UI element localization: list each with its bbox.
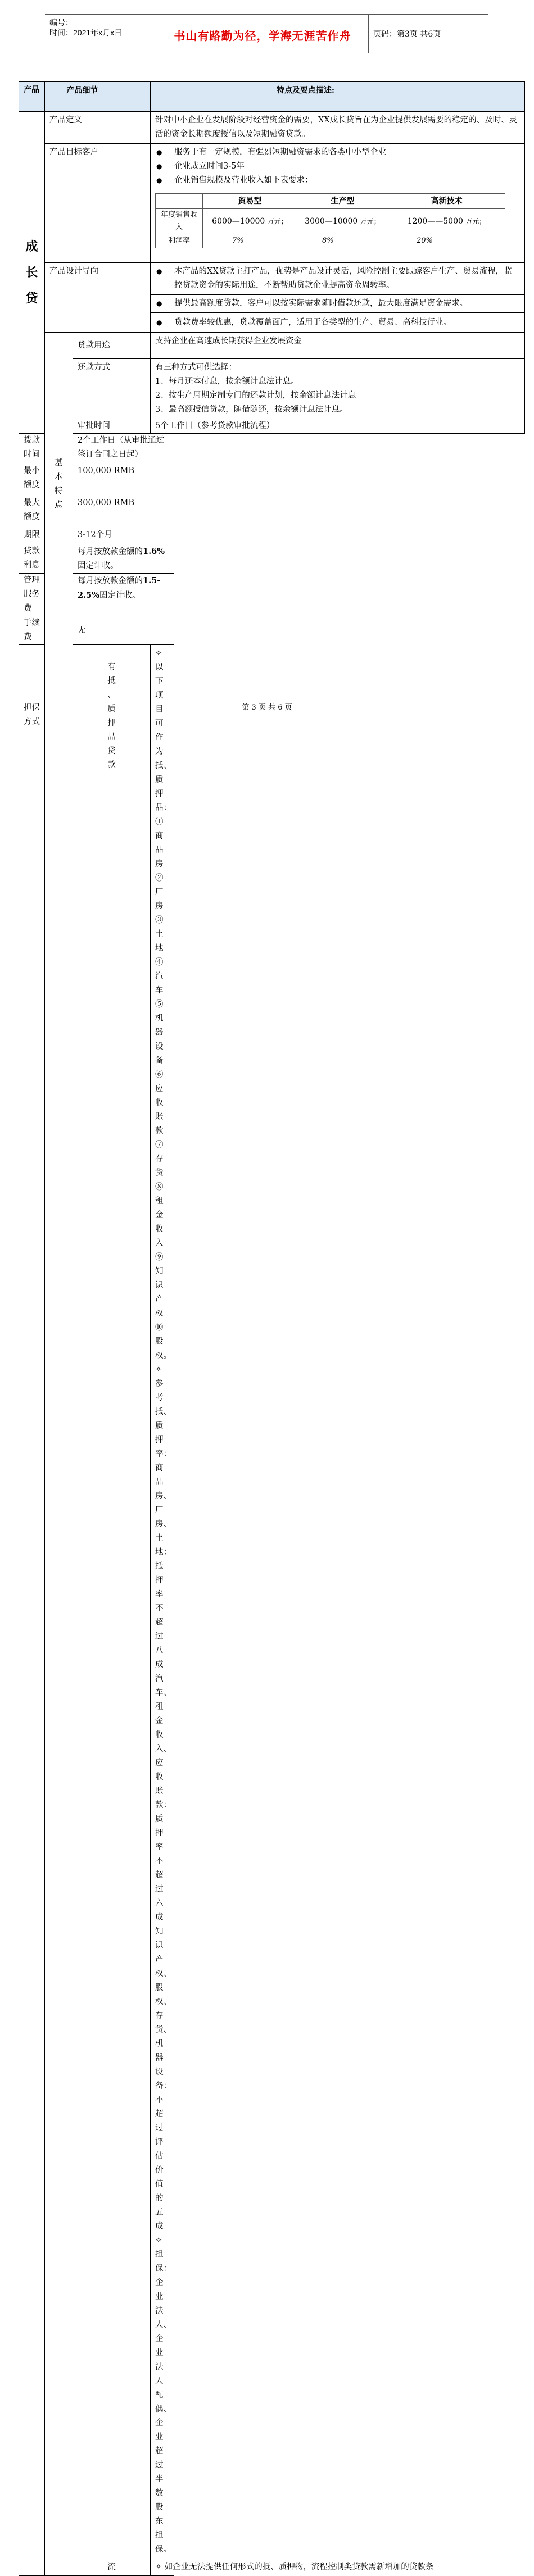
approve-row xyxy=(19,419,525,434)
term-text: 3-12个月 xyxy=(73,526,174,544)
mortgage-char: 贷 xyxy=(107,747,116,756)
product-name-cell xyxy=(19,112,45,434)
target-list xyxy=(155,146,520,188)
disburse-label: 拨款时间 xyxy=(19,434,45,462)
basic-char: 本 xyxy=(55,473,63,481)
mgmt-post: 固定计收。 xyxy=(99,591,141,600)
list-item: ● 企业销售规模及营业收入如下表要求： xyxy=(155,174,520,188)
max-row xyxy=(19,494,525,526)
interest-post: 固定计收。 xyxy=(78,561,119,570)
list-item: ● 企业成立时间3-5年 xyxy=(155,160,520,174)
unit-label: 万元； xyxy=(465,217,486,225)
term-label: 期限 xyxy=(19,526,45,544)
profit-hightech: 20% xyxy=(388,234,505,248)
mortgage-label-cell xyxy=(73,645,151,2559)
page-header xyxy=(45,14,488,53)
mortgage-line: ①商品房②厂房③土地④汽车⑤机器设备⑥应收账款⑦存货⑧租金收入⑨知识产权⑩股权。 xyxy=(155,817,171,1360)
target-cell xyxy=(151,144,525,263)
mortgage-cell xyxy=(151,645,174,2559)
mortgage-char: 抵 xyxy=(107,676,116,685)
mortgage-line: 商品房、厂房、土地：抵押率不超过八成 xyxy=(155,1464,171,1669)
page-label: 页码：第3页 共6页 xyxy=(373,30,441,39)
target-label: 产品目标客户 xyxy=(45,144,151,263)
time-label: 时间：2021年x月x日 xyxy=(49,28,123,37)
disburse-text: 2个工作日（从审批通过签订合同之日起） xyxy=(73,434,174,462)
interest-label: 贷款利息 xyxy=(19,544,45,574)
basic-char: 基 xyxy=(55,458,63,467)
page-footer: 第 3 页 共 6 页 xyxy=(242,703,292,712)
inner-header-row xyxy=(156,194,505,209)
mortgage-char: 品 xyxy=(107,733,116,742)
header-divider xyxy=(368,15,369,53)
mortgage-line: 知识产权、股权、存货、机器设备：不超过评估价值的五成 xyxy=(155,1927,171,2231)
mortgage-char: 、 xyxy=(107,690,116,699)
definition-text: 针对中小企业在发展阶段对经营资金的需要，XX成长贷旨在为企业提供发展需要的稳定的、及时、灵活的资金长期额度授信以及短期融资贷款。 xyxy=(151,112,525,144)
unit-label: 万元； xyxy=(360,217,381,225)
interest-pre: 每月按放款金额的 xyxy=(78,547,143,556)
term-row xyxy=(19,526,525,544)
guarantee-label: 担保方式 xyxy=(19,645,45,2576)
product-name-char: 贷 xyxy=(25,291,38,306)
design-label: 产品设计导向 xyxy=(45,263,151,333)
design-row xyxy=(19,263,525,333)
list-item: ● 贷款费率较优惠，贷款覆盖面广，适用于各类型的生产、贸易、高科技行业。 xyxy=(155,316,520,330)
sales-value: 1200——5000 xyxy=(407,217,463,226)
flow-text: ✧ 如企业无法提供任何形式的抵、质押物，流程控制类贷款需新增加的贷款条 xyxy=(151,2559,174,2576)
repay-line: 3、最高额授信贷款，随借随还，按余额计息法计息。 xyxy=(155,405,348,414)
mortgage-char: 款 xyxy=(107,761,116,770)
mortgage-line: 汽车、租金收入、应收账款：质押率不超过六成 xyxy=(155,1674,171,1922)
basic-char: 特 xyxy=(55,487,63,496)
flow-row xyxy=(19,2559,525,2576)
min-text: 100,000 RMB xyxy=(73,462,174,494)
mgmt-row xyxy=(19,574,525,616)
product-name-char: 成 xyxy=(25,239,38,254)
usage-label: 贷款用途 xyxy=(73,333,151,359)
design-divider xyxy=(151,294,524,312)
repay-line: 2、按生产周期定制专门的还款计划，按余额计息法计息 xyxy=(155,391,356,400)
flow-label: 流 xyxy=(73,2559,151,2576)
definition-row xyxy=(19,112,525,144)
number-label: 编号： xyxy=(49,18,73,27)
sales-production xyxy=(297,209,388,234)
basic-features-cell xyxy=(45,333,73,2576)
sales-value: 6000—10000 xyxy=(212,217,265,226)
product-table xyxy=(19,81,525,2576)
fee-text: 无 xyxy=(73,616,174,645)
inner-header-hightech: 高新技术 xyxy=(388,194,505,209)
max-text: 300,000 RMB xyxy=(73,494,174,526)
guarantee-row xyxy=(19,645,525,2559)
col-product-header: 产品 xyxy=(19,82,45,112)
mgmt-pre: 每月按放款金额的 xyxy=(78,576,143,585)
approve-label: 审批时间 xyxy=(73,419,151,434)
inner-header-empty xyxy=(156,194,203,209)
list-item: ● 服务于有一定规模，有强烈短期融资需求的各类中小型企业 xyxy=(155,146,520,160)
repay-line: 有三种方式可供选择： xyxy=(155,363,237,372)
usage-row xyxy=(19,333,525,359)
list-item: ● 本产品的XX贷款主打产品，优势是产品设计灵活，风险控制主要跟踪客户生产、贸易流程，监控贷款资金的实际用途，不断帮助贷款企业提高资金周转率。 xyxy=(155,265,520,294)
mortgage-char: 押 xyxy=(107,719,116,728)
mgmt-label: 管理服务费 xyxy=(19,574,45,616)
design-cell xyxy=(151,263,525,333)
inner-header-production: 生产型 xyxy=(297,194,388,209)
usage-text: 支持企业在高速成长期获得企业发展资金 xyxy=(151,333,525,359)
unit-label: 万元； xyxy=(267,217,288,225)
sales-label: 年度销售收入 xyxy=(156,209,203,234)
approve-text: 5个工作日（参考贷款审批流程） xyxy=(151,419,525,434)
interest-row xyxy=(19,544,525,574)
mortgage-line: ✧ 以下项目可作为抵、质押品： xyxy=(155,649,171,812)
mortgage-line: ✧ 参考抵、质押率： xyxy=(155,1365,171,1459)
col-desc-header: 特点及要点描述: xyxy=(151,82,525,112)
target-row xyxy=(19,144,525,263)
profit-trade: 7% xyxy=(203,234,297,248)
definition-label: 产品定义 xyxy=(45,112,151,144)
profit-label: 利润率 xyxy=(156,234,203,248)
mgmt-rate: 1.5-2.5% xyxy=(78,576,161,600)
inner-header-trade: 贸易型 xyxy=(203,194,297,209)
requirement-table xyxy=(155,193,505,248)
sales-hightech xyxy=(388,209,505,234)
inner-row-sales xyxy=(156,209,505,234)
profit-production: 8% xyxy=(297,234,388,248)
interest-rate: 1.6% xyxy=(143,547,165,556)
header-meta xyxy=(49,17,122,38)
design-list xyxy=(155,265,520,294)
fee-label: 手续费 xyxy=(19,616,45,645)
motto: 书山有路勤为径，学海无涯苦作舟 xyxy=(174,29,351,43)
mortgage-char: 质 xyxy=(107,705,116,714)
repay-line: 1、每月还本付息，按余额计息法计息。 xyxy=(155,377,299,386)
sales-trade xyxy=(203,209,297,234)
repay-row xyxy=(19,359,525,419)
table-header-row xyxy=(19,82,525,112)
sales-value: 3000—10000 xyxy=(305,217,358,226)
interest-cell xyxy=(73,544,174,574)
mortgage-char: 有 xyxy=(107,662,116,671)
max-label: 最大额度 xyxy=(19,494,45,526)
inner-row-profit xyxy=(156,234,505,248)
design-divider xyxy=(151,312,524,330)
col-detail-header: 产品细节 xyxy=(45,82,151,112)
repay-label: 还款方式 xyxy=(73,359,151,419)
mortgage-line: ✧ 担保：企业法人、企业法人配偶、企业超过半数股东担保。 xyxy=(155,2236,171,2554)
product-name-char: 长 xyxy=(25,265,38,280)
repay-cell xyxy=(151,359,525,419)
mgmt-cell xyxy=(73,574,174,616)
disburse-row xyxy=(19,434,525,462)
list-item: ● 提供最高额度贷款，客户可以按实际需求随时借款还款，最大限度满足资金需求。 xyxy=(155,297,520,312)
min-row xyxy=(19,462,525,494)
basic-char: 点 xyxy=(55,501,63,510)
min-label: 最小额度 xyxy=(19,462,45,494)
fee-row xyxy=(19,616,525,645)
